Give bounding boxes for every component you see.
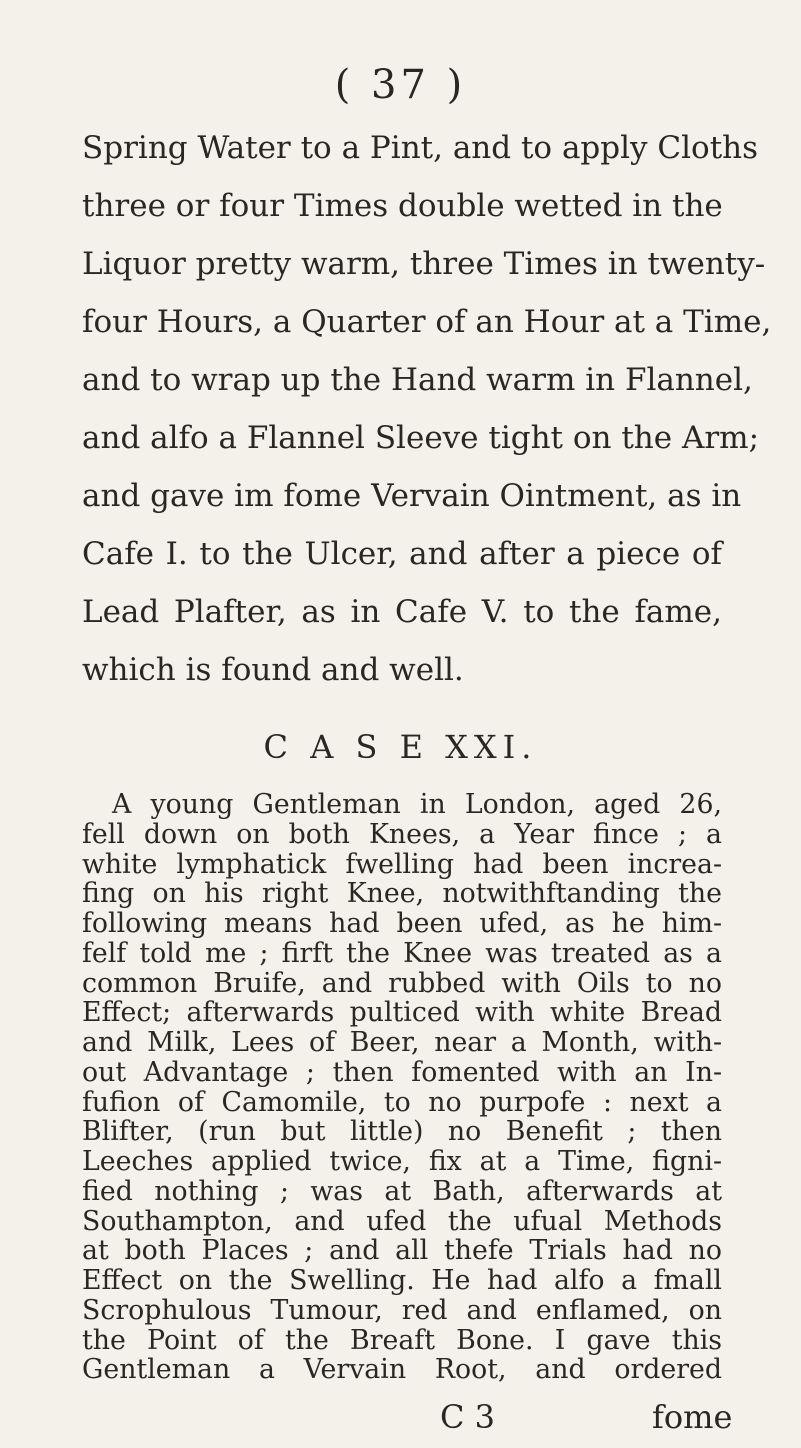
- text-line: and gave im fome Vervain Ointment, as in: [82, 478, 742, 514]
- text-line: Cafe I. to the Ulcer, and after a piece of: [82, 536, 722, 572]
- text-line: Gentleman a Vervain Root, and ordered: [82, 1354, 722, 1386]
- text-line: and Milk, Lees of Beer, near a Month, with-: [82, 1027, 722, 1058]
- signature-mark: C 3: [440, 1398, 496, 1436]
- text-line: Leeches applied twice, fix at a Time, figni-: [82, 1146, 722, 1177]
- case-heading: C A S E XXI.: [263, 728, 538, 766]
- text-line: common Bruife, and rubbed with Oils to no: [82, 967, 722, 999]
- text-line: Scrophulous Tumour, red and enflamed, on: [82, 1294, 722, 1326]
- text-line: and to wrap up the Hand warm in Flannel,: [82, 362, 753, 398]
- text-line: fied nothing ; was at Bath, afterwards at: [82, 1175, 722, 1207]
- text-line: Liquor pretty warm, three Times in twenty-: [82, 246, 766, 282]
- text-line: Effect; afterwards pulticed with white Bread: [82, 997, 722, 1029]
- text-line: Lead Plafter, as in Cafe V. to the fame,: [82, 594, 722, 630]
- text-line: Blifter, (run but little) no Benefit ; then: [82, 1116, 722, 1148]
- text-line: Spring Water to a Pint, and to apply Cloths: [82, 130, 759, 166]
- text-line: the Point of the Breaft Bone. I gave this: [82, 1324, 722, 1356]
- text-line: four Hours, a Quarter of an Hour at a Time,: [82, 304, 772, 340]
- catchword: fome: [652, 1398, 733, 1436]
- text-line: Southampton, and ufed the ufual Methods: [82, 1205, 722, 1237]
- text-line: white lymphatick fwelling had been increa-: [82, 848, 722, 880]
- page-number: ( 37 ): [334, 62, 467, 108]
- text-line: and alfo a Flannel Sleeve tight on the Arm;: [82, 420, 760, 456]
- text-line: following means had been ufed, as he him-: [82, 908, 722, 939]
- text-line: A young Gentleman in London, aged 26,: [112, 789, 722, 820]
- text-line: felf told me ; firft the Knee was treated as a: [82, 937, 722, 969]
- text-line: fufion of Camomile, to no purpofe : next a: [82, 1086, 722, 1118]
- text-line: fell down on both Knees, a Year fince ; a: [82, 818, 722, 850]
- text-line: which is found and well.: [82, 652, 464, 688]
- text-line: fing on his right Knee, notwithftanding the: [82, 878, 722, 910]
- text-line: Effect on the Swelling. He had alfo a fmall: [82, 1265, 722, 1296]
- text-line: three or four Times double wetted in the: [82, 188, 723, 224]
- text-line: out Advantage ; then fomented with an In-: [82, 1056, 722, 1088]
- text-line: at both Places ; and all thefe Trials had no: [82, 1235, 722, 1267]
